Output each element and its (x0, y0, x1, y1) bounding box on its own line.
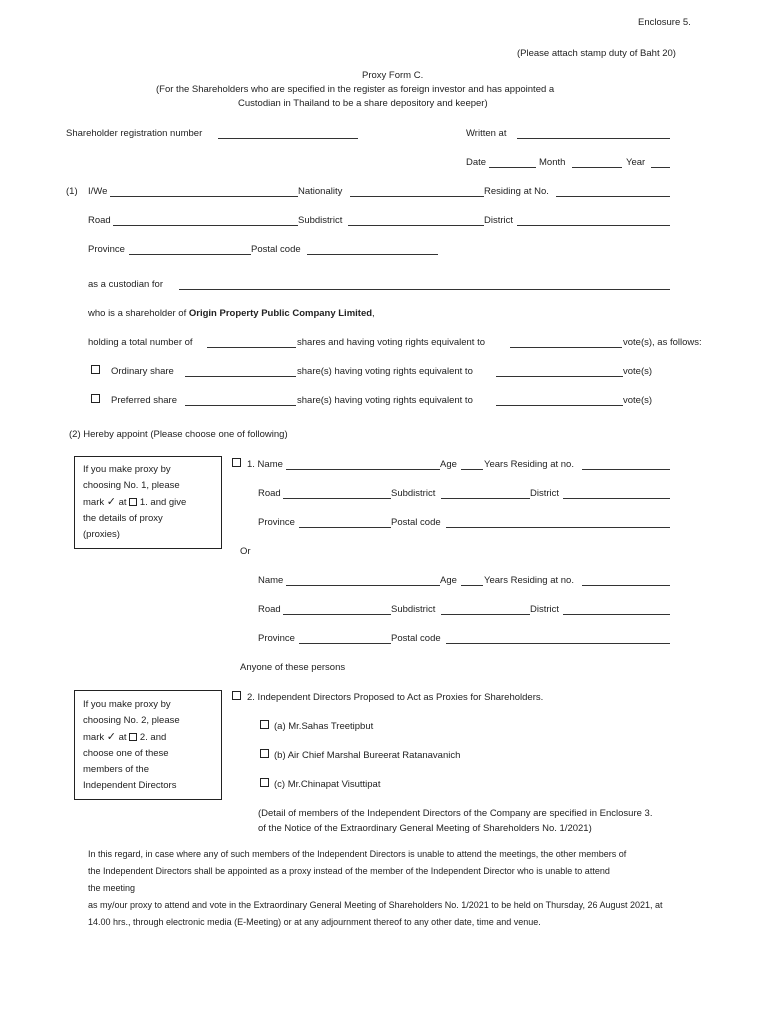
preferred-share-label: Preferred share (111, 395, 178, 406)
proxy-1-subdistrict-field[interactable] (441, 498, 530, 499)
enclosure-label: Enclosure 5. (638, 17, 691, 28)
year-label: Year (626, 157, 646, 168)
section-1-number: (1) (66, 186, 78, 197)
instruction-box-1-text: If you make proxy by choosing No. 1, please mark ✓ at 1. and give the details of proxy (proxies) (83, 464, 187, 540)
stamp-duty-note: (Please attach stamp duty of Baht 20) (517, 48, 676, 59)
proxy-1-name-field[interactable] (286, 469, 440, 470)
name-field[interactable] (110, 196, 298, 197)
total-votes-field[interactable] (510, 347, 622, 348)
proxy-1-province-label: Province (258, 517, 295, 528)
proxy-2-name-label: Name (258, 575, 284, 586)
or-label: Or (240, 546, 251, 557)
nationality-field[interactable] (350, 196, 484, 197)
ordinary-votes-field[interactable] (496, 376, 623, 377)
proxy-1-district-field[interactable] (563, 498, 670, 499)
form-title: Proxy Form C. (362, 70, 424, 81)
proxy-2-residing-field[interactable] (582, 585, 670, 586)
proxy-1-subdistrict-label: Subdistrict (391, 488, 436, 499)
proxy-2-province-label: Province (258, 633, 295, 644)
year-field[interactable] (651, 167, 670, 168)
director-b-checkbox[interactable] (260, 749, 269, 758)
nationality-label: Nationality (298, 186, 343, 197)
director-a-checkbox[interactable] (260, 720, 269, 729)
province-label: Province (88, 244, 125, 255)
month-label: Month (539, 157, 566, 168)
subdistrict-field[interactable] (348, 225, 484, 226)
custodian-field[interactable] (179, 289, 670, 290)
iwe-label: I/We (88, 186, 108, 197)
road-label: Road (88, 215, 111, 226)
form-subtitle-2: Custodian in Thailand to be a share depository and keeper) (238, 98, 488, 109)
proxy-1-postal-label: Postal code (391, 517, 441, 528)
checkbox-icon (129, 733, 137, 741)
instruction-box-2-text: If you make proxy by choosing No. 2, please mark ✓ at 2. and choose one of these members of the Independent Directors (83, 699, 180, 791)
proxy-2-district-field[interactable] (563, 614, 670, 615)
ordinary-share-label: Ordinary share (111, 366, 174, 377)
proxy-2-subdistrict-field[interactable] (441, 614, 530, 615)
proxy-2-age-label: Age (440, 575, 457, 586)
option-1-checkbox[interactable] (232, 458, 241, 467)
director-c-label: (c) Mr.Chinapat Visuttipat (274, 779, 381, 790)
proxy-1-residing-field[interactable] (582, 469, 670, 470)
anyone-label: Anyone of these persons (240, 662, 346, 673)
preferred-votes-field[interactable] (496, 405, 623, 406)
director-c-checkbox[interactable] (260, 778, 269, 787)
postal-code-label: Postal code (251, 244, 301, 255)
director-detail-1: (Detail of members of the Independent Directors of the Company are specified in Enclosure 3. (258, 808, 653, 819)
proxy-1-road-label: Road (258, 488, 281, 499)
section-2-heading: (2) Hereby appoint (Please choose one of following) (69, 429, 288, 440)
proxy-2-road-label: Road (258, 604, 281, 615)
holding-mid-label: shares and having voting rights equivalent to (297, 337, 486, 348)
director-b-label: (b) Air Chief Marshal Bureerat Ratanavanich (274, 750, 461, 761)
district-field[interactable] (517, 225, 670, 226)
preferred-votes-label: vote(s) (623, 395, 653, 406)
director-detail-2: of the Notice of the Extraordinary General Meeting of Shareholders No. 1/2021) (258, 823, 592, 834)
province-field[interactable] (129, 254, 251, 255)
proxy-1-road-field[interactable] (283, 498, 391, 499)
director-a-label: (a) Mr.Sahas Treetipbut (274, 721, 374, 732)
option-2-label: 2. Independent Directors Proposed to Act as Proxies for Shareholders. (247, 692, 544, 703)
holding-post-label: vote(s), as follows: (623, 337, 702, 348)
proxy-2-road-field[interactable] (283, 614, 391, 615)
proxy-1-province-field[interactable] (299, 527, 391, 528)
proxy-2-district-label: District (530, 604, 560, 615)
ordinary-share-checkbox[interactable] (91, 365, 100, 374)
date-field[interactable] (489, 167, 536, 168)
proxy-1-district-label: District (530, 488, 560, 499)
option-2-checkbox[interactable] (232, 691, 241, 700)
proxy-1-age-label: Age (440, 459, 457, 470)
custodian-label: as a custodian for (88, 279, 163, 290)
checkbox-icon (129, 498, 137, 506)
residing-label: Residing at No. (484, 186, 549, 197)
proxy-1-postal-field[interactable] (446, 527, 670, 528)
ordinary-votes-label: vote(s) (623, 366, 653, 377)
total-shares-field[interactable] (207, 347, 296, 348)
district-label: District (484, 215, 514, 226)
subdistrict-label: Subdistrict (298, 215, 343, 226)
ordinary-share-field[interactable] (185, 376, 296, 377)
shareholder-line: who is a shareholder of Origin Property Public Company Limited, (88, 308, 375, 319)
preferred-share-field[interactable] (185, 405, 296, 406)
proxy-2-name-field[interactable] (286, 585, 440, 586)
residing-field[interactable] (556, 196, 670, 197)
proxy-2-postal-label: Postal code (391, 633, 441, 644)
checkmark-icon: ✓ (106, 731, 116, 743)
written-at-field[interactable] (517, 138, 670, 139)
proxy-1-age-field[interactable] (461, 469, 483, 470)
month-field[interactable] (572, 167, 622, 168)
preferred-share-mid-label: share(s) having voting rights equivalent to (297, 395, 473, 406)
date-label: Date (466, 157, 487, 168)
proxy-1-residing-label: Years Residing at no. (484, 459, 574, 470)
ordinary-share-mid-label: share(s) having voting rights equivalent to (297, 366, 473, 377)
form-subtitle-1: (For the Shareholders who are specified in the register as foreign investor and has appointed a (156, 84, 555, 95)
holding-label: holding a total number of (88, 337, 193, 348)
option-1-name-label: 1. Name (247, 459, 283, 470)
preferred-share-checkbox[interactable] (91, 394, 100, 403)
written-at-label: Written at (466, 128, 507, 139)
proxy-2-subdistrict-label: Subdistrict (391, 604, 436, 615)
checkmark-icon: ✓ (106, 496, 116, 508)
postal-code-field[interactable] (307, 254, 438, 255)
registration-number-field[interactable] (218, 138, 358, 139)
registration-number-label: Shareholder registration number (66, 128, 203, 139)
road-field[interactable] (113, 225, 298, 226)
company-name: Origin Property Public Company Limited (188, 308, 373, 319)
closing-paragraph: In this regard, in case where any of such members of the Independent Directors is unable to attend the meetings, the other members of the Independent Directors shall be appointed as a proxy instead of the member of the Independent Director who is unable to attend the meeting as my/our proxy to attend and vote in the Extraordinary General Meeting of Shareholders No. 1/2021 to be held on Thursday, 26 August 2021, at 14.00 hrs., through electronic media (E-Meeting) or at any adjournment thereof to any other date, time and venue. (88, 849, 663, 927)
proxy-2-age-field[interactable] (461, 585, 483, 586)
proxy-2-postal-field[interactable] (446, 643, 670, 644)
proxy-2-province-field[interactable] (299, 643, 391, 644)
proxy-2-residing-label: Years Residing at no. (484, 575, 574, 586)
